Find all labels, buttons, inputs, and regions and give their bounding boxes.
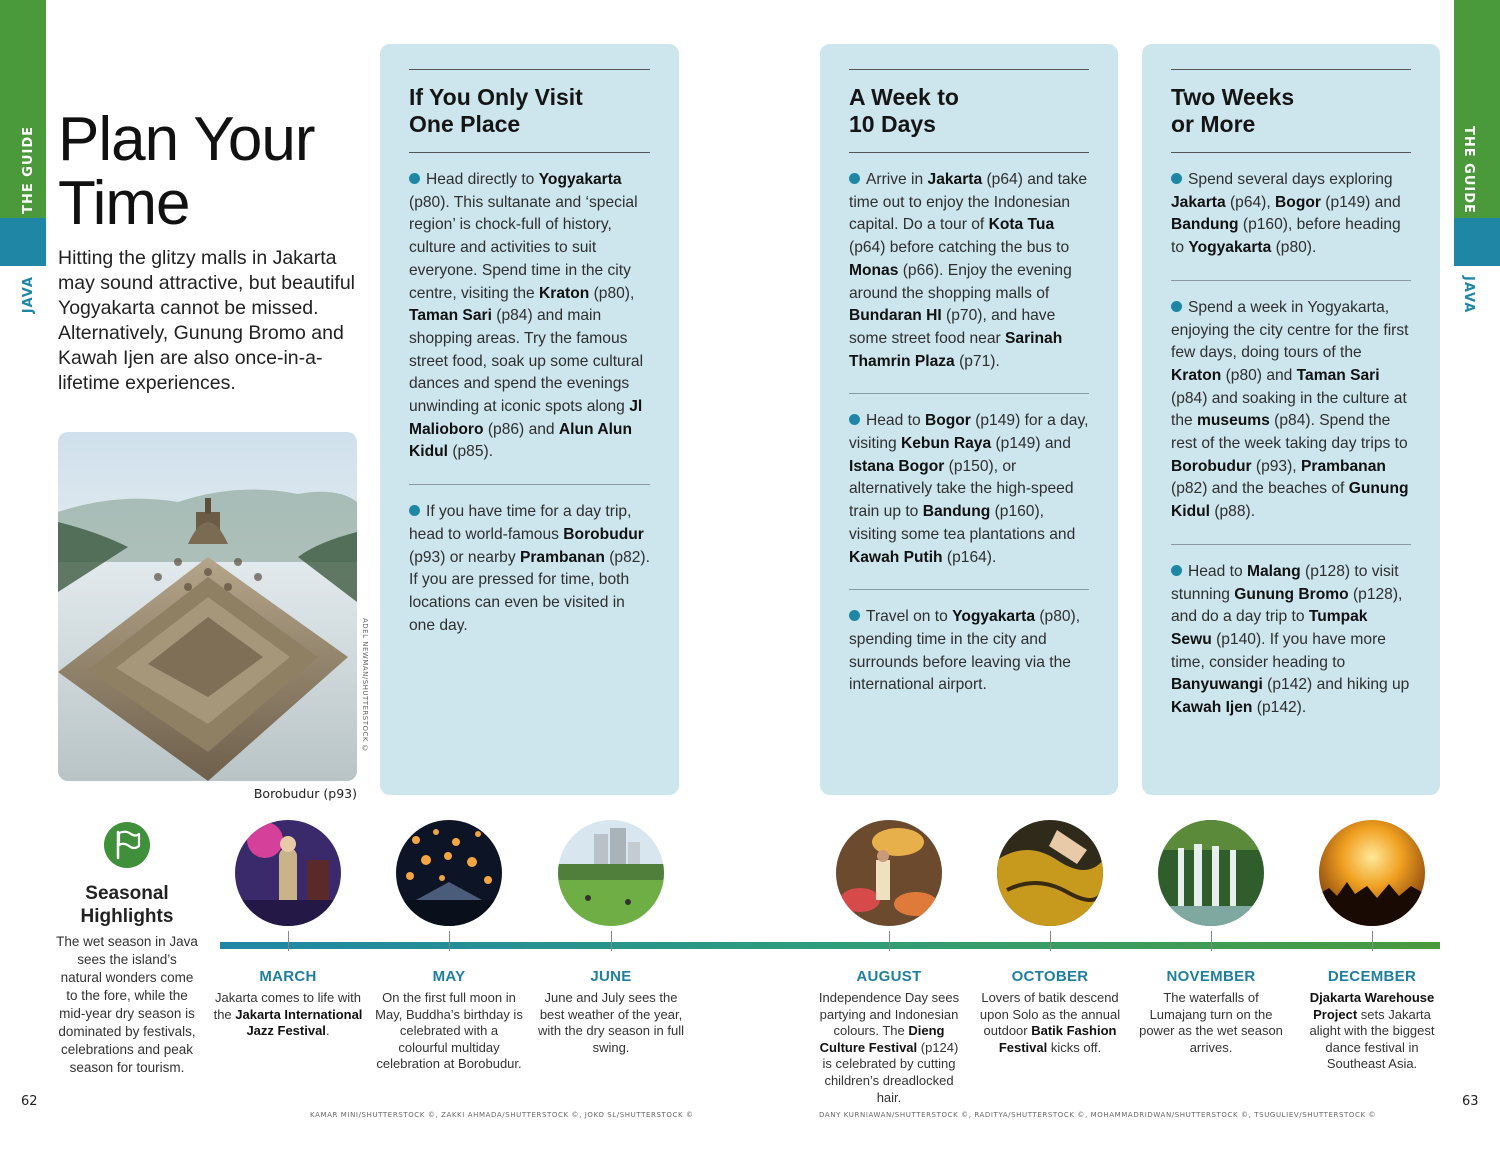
bullet-icon bbox=[1171, 301, 1182, 312]
month-november bbox=[1136, 820, 1286, 1056]
card-top-rule bbox=[849, 69, 1089, 70]
place-name: Jl Malioboro bbox=[409, 398, 643, 438]
itinerary-item bbox=[849, 394, 1089, 589]
side-tab-java-left bbox=[0, 218, 46, 266]
text-run: (p150), or alternatively take the high-speed train up to bbox=[849, 457, 1074, 521]
bullet-icon bbox=[1171, 565, 1182, 576]
text-run: (p93), bbox=[1251, 457, 1301, 475]
month-name: JUNE bbox=[590, 968, 632, 985]
august-photo bbox=[836, 820, 942, 926]
text-run: (p80). This sultanate and ‘special region’ is chock-full of history, culture and activities to suit everyone. Spend time in the city centre, visiting the bbox=[409, 193, 638, 302]
place-name: Jakarta International Jazz Festival bbox=[235, 1006, 363, 1039]
text-run: Head to bbox=[1188, 562, 1247, 580]
month-text bbox=[975, 990, 1125, 1056]
text-run: (p64) and take time out to enjoy the Indonesian capital. Do a tour of bbox=[849, 171, 1088, 234]
place-name: Prambanan bbox=[519, 548, 605, 566]
month-text bbox=[1297, 990, 1447, 1073]
place-name: Kraton bbox=[1171, 366, 1222, 384]
month-text bbox=[374, 990, 524, 1073]
text-run: (p64) before catching the bus to bbox=[849, 239, 1070, 257]
side-tab-guide-label-right: THE GUIDE bbox=[1461, 126, 1476, 214]
text-run: (p84) and main shopping areas. Try the famous street food, soak up some cultural dances and spend the evenings unwinding at iconic spots along bbox=[409, 307, 644, 416]
text-run: (p71). bbox=[954, 352, 1000, 370]
text-run: (p128) to visit stunning bbox=[1171, 562, 1399, 603]
october-photo bbox=[997, 820, 1103, 926]
text-run: Spend a week in Yogyakarta, enjoying the city centre for the first few days, doing tours of the bbox=[1171, 298, 1409, 362]
bullet-icon bbox=[849, 173, 860, 184]
place-name: Sarinah Thamrin Plaza bbox=[849, 329, 1063, 370]
text-run: (p82). If you are pressed for time, both locations can even be visited in one day. bbox=[409, 548, 650, 634]
photo-credit: ADEL NEWMAN/SHUTTERSTOCK © bbox=[361, 618, 369, 754]
place-name: Istana Bogor bbox=[849, 457, 945, 475]
march-photo bbox=[235, 820, 341, 926]
place-name: Bandung bbox=[922, 503, 991, 521]
text-run: (p142). bbox=[1252, 699, 1307, 717]
card-title: Two Weeks or More bbox=[1171, 84, 1295, 137]
text-run: (p149) and bbox=[991, 435, 1071, 453]
text-run: June and July sees the best weather of the year, with the dry season in full swing. bbox=[538, 990, 684, 1055]
month-october bbox=[975, 820, 1125, 1056]
month-june bbox=[536, 820, 686, 1056]
place-name: Bogor bbox=[924, 412, 971, 430]
text-run: (p80). bbox=[1271, 239, 1317, 257]
place-name: Taman Sari bbox=[1296, 366, 1380, 384]
card-top-rule bbox=[409, 69, 650, 70]
may-photo bbox=[396, 820, 502, 926]
itinerary-item bbox=[849, 153, 1089, 393]
place-name: Jakarta bbox=[927, 171, 983, 188]
side-tab-guide-label-left: THE GUIDE bbox=[21, 126, 36, 214]
june-photo bbox=[558, 820, 664, 926]
bullet-icon bbox=[849, 414, 860, 425]
place-name: Yogyakarta bbox=[952, 608, 1036, 626]
month-name: NOVEMBER bbox=[1166, 968, 1256, 985]
place-name: Monas bbox=[849, 261, 899, 279]
place-name: Kraton bbox=[539, 284, 590, 302]
seasonal-title: Seasonal Highlights bbox=[80, 883, 174, 927]
text-run: Independence Day sees partying and Indonesian colours. The bbox=[818, 990, 960, 1039]
month-august bbox=[814, 820, 964, 1106]
text-run: (p80), spending time in the city and surrounds before leaving via the international airport. bbox=[849, 608, 1081, 694]
text-run: (p140). If you have more time, consider heading to bbox=[1171, 630, 1386, 671]
place-name: Kebun Raya bbox=[901, 435, 992, 453]
text-run: (p85). bbox=[447, 443, 494, 461]
place-name: Banyuwangi bbox=[1171, 676, 1263, 694]
text-run: (p124) is celebrated by cutting children’s dreadlocked hair. bbox=[822, 1039, 959, 1105]
place-name: Yogyakarta bbox=[1188, 239, 1272, 257]
month-name: AUGUST bbox=[856, 968, 922, 985]
month-name: OCTOBER bbox=[1011, 968, 1089, 985]
place-name: Prambanan bbox=[1300, 457, 1386, 475]
bullet-icon bbox=[409, 505, 420, 516]
text-run: . bbox=[325, 1023, 330, 1039]
place-name: Bundaran HI bbox=[849, 307, 942, 325]
place-name: Batik Fashion Festival bbox=[998, 1023, 1117, 1055]
text-run: Lovers of batik descend upon Solo as the annual outdoor bbox=[979, 990, 1121, 1039]
page-number-right: 63 bbox=[1462, 1094, 1479, 1109]
text-run: (p142) and hiking up bbox=[1262, 676, 1410, 694]
flag-icon bbox=[104, 822, 150, 868]
text-run: (p80), bbox=[589, 284, 635, 302]
text-run: If you have time for a day trip, head to world-famous bbox=[409, 503, 632, 543]
month-may bbox=[374, 820, 524, 1073]
text-run: (p149) for a day, visiting bbox=[849, 412, 1089, 453]
text-run: (p66). Enjoy the evening around the shopping malls of bbox=[849, 261, 1072, 302]
text-run: (p84) and soaking in the culture at the bbox=[1171, 389, 1407, 430]
card-title: A Week to 10 Days bbox=[849, 84, 959, 137]
bullet-icon bbox=[1171, 173, 1182, 184]
place-name: Bogor bbox=[1275, 193, 1321, 211]
text-run: (p149) and bbox=[1320, 193, 1401, 211]
borobudur-photo bbox=[58, 432, 357, 781]
place-name: Bandung bbox=[1171, 216, 1239, 234]
place-name: Kawah Putih bbox=[849, 548, 943, 566]
place-name: Malang bbox=[1246, 562, 1301, 580]
seasonal-text: The wet season in Java sees the island’s natural wonders come to the fore, while the mid-year dry season is dominated by festivals, celebrations and peak season for tourism. bbox=[56, 934, 198, 1075]
place-name: Gunung Bromo bbox=[1234, 585, 1349, 603]
text-run: sets Jakarta alight with the biggest dance festival in Southeast Asia. bbox=[1309, 1006, 1435, 1072]
intro-text: Hitting the glitzy malls in Jakarta may sound attractive, but beautiful Yogyakarta cannot be missed. Alternatively, Gunung Bromo and Kawah Ijen are also once-in-a-lifetime experiences. bbox=[58, 247, 356, 394]
text-run: (p93) or nearby bbox=[409, 548, 520, 566]
place-name: museums bbox=[1197, 412, 1270, 430]
text-run: (p70), and have some street food near bbox=[849, 307, 1056, 347]
place-name: Borobudur bbox=[1171, 457, 1252, 475]
text-run: Head directly to bbox=[426, 171, 539, 188]
card-one-place bbox=[380, 44, 679, 795]
text-run: The waterfalls of Lumajang turn on the power as the wet season arrives. bbox=[1139, 990, 1283, 1055]
bullet-icon bbox=[409, 173, 420, 184]
place-name: Taman Sari bbox=[409, 307, 492, 325]
page-number-left: 62 bbox=[21, 1094, 38, 1109]
place-name: Jakarta bbox=[1171, 193, 1226, 211]
photo-credits-right: DANY KURNIAWAN/SHUTTERSTOCK ©, RADITYA/SHUTTERSTOCK ©, MOHAMMADRIDWAN/SHUTTERSTOCK ©, TSUGULIEV/SHUTTERSTOCK © bbox=[819, 1111, 1377, 1119]
place-name: Borobudur bbox=[563, 525, 644, 543]
text-run: (p82) and the beaches of bbox=[1171, 480, 1349, 498]
month-text bbox=[814, 990, 964, 1106]
place-name: Djakarta Warehouse Project bbox=[1309, 990, 1435, 1022]
december-photo bbox=[1319, 820, 1425, 926]
card-two-weeks bbox=[1142, 44, 1440, 795]
month-march bbox=[213, 820, 363, 1040]
text-run: Jakarta comes to life with the bbox=[213, 990, 361, 1022]
month-text bbox=[1136, 990, 1286, 1056]
place-name: Alun Alun Kidul bbox=[409, 420, 632, 461]
place-name: Tumpak Sewu bbox=[1171, 608, 1368, 648]
itinerary-item bbox=[849, 590, 1089, 717]
text-run: Arrive in bbox=[866, 171, 928, 188]
text-run: (p164). bbox=[942, 548, 997, 566]
card-top-rule bbox=[1171, 69, 1411, 70]
text-run: (p160), visiting some tea plantations and bbox=[849, 503, 1076, 543]
text-run: On the first full moon in May, Buddha’s birthday is celebrated with a colourful multiday celebration at Borobudur. bbox=[375, 990, 523, 1072]
card-week-to-10-days bbox=[820, 44, 1118, 795]
month-text bbox=[536, 990, 686, 1056]
month-name: DECEMBER bbox=[1327, 968, 1417, 985]
photo-credits-left: KAMAR MINI/SHUTTERSTOCK ©, ZAKKI AHMADA/SHUTTERSTOCK ©, JOKO SL/SHUTTERSTOCK © bbox=[310, 1111, 694, 1119]
month-name: MARCH bbox=[259, 968, 317, 985]
text-run: Travel on to bbox=[866, 608, 953, 626]
side-tab-region-label-right: JAVA bbox=[1461, 276, 1476, 314]
text-run: (p86) and bbox=[483, 420, 559, 438]
side-tab-region-label-left: JAVA bbox=[21, 276, 36, 314]
place-name: Yogyakarta bbox=[538, 171, 622, 188]
text-run: (p88). bbox=[1209, 503, 1256, 521]
itinerary-item bbox=[409, 153, 650, 484]
text-run: (p128), and do a day trip to bbox=[1171, 585, 1403, 626]
november-photo bbox=[1158, 820, 1264, 926]
side-tab-java-right bbox=[1454, 218, 1500, 266]
text-run: kicks off. bbox=[1047, 1039, 1102, 1055]
text-run: Spend several days exploring bbox=[1188, 171, 1393, 188]
text-run: Head to bbox=[866, 412, 925, 430]
itinerary-item bbox=[1171, 545, 1411, 740]
place-name: Kota Tua bbox=[988, 216, 1055, 234]
itinerary-item bbox=[1171, 153, 1411, 280]
page-title: Plan Your Time bbox=[58, 105, 315, 238]
text-run: (p64), bbox=[1225, 193, 1276, 211]
text-run: (p84). Spend the rest of the week taking day trips to bbox=[1171, 412, 1408, 453]
month-december bbox=[1297, 820, 1447, 1073]
itinerary-item bbox=[409, 485, 650, 657]
place-name: Dieng Culture Festival bbox=[819, 1023, 945, 1055]
text-run: (p80) and bbox=[1221, 366, 1297, 384]
month-name: MAY bbox=[432, 968, 466, 985]
bullet-icon bbox=[849, 610, 860, 621]
place-name: Gunung Kidul bbox=[1171, 480, 1409, 521]
month-text bbox=[213, 990, 363, 1040]
itinerary-item bbox=[1171, 281, 1411, 544]
card-title: If You Only Visit One Place bbox=[409, 84, 583, 137]
photo-caption: Borobudur (p93) bbox=[253, 786, 357, 801]
place-name: Kawah Ijen bbox=[1171, 699, 1253, 717]
text-run: (p160), before heading to bbox=[1171, 216, 1401, 257]
